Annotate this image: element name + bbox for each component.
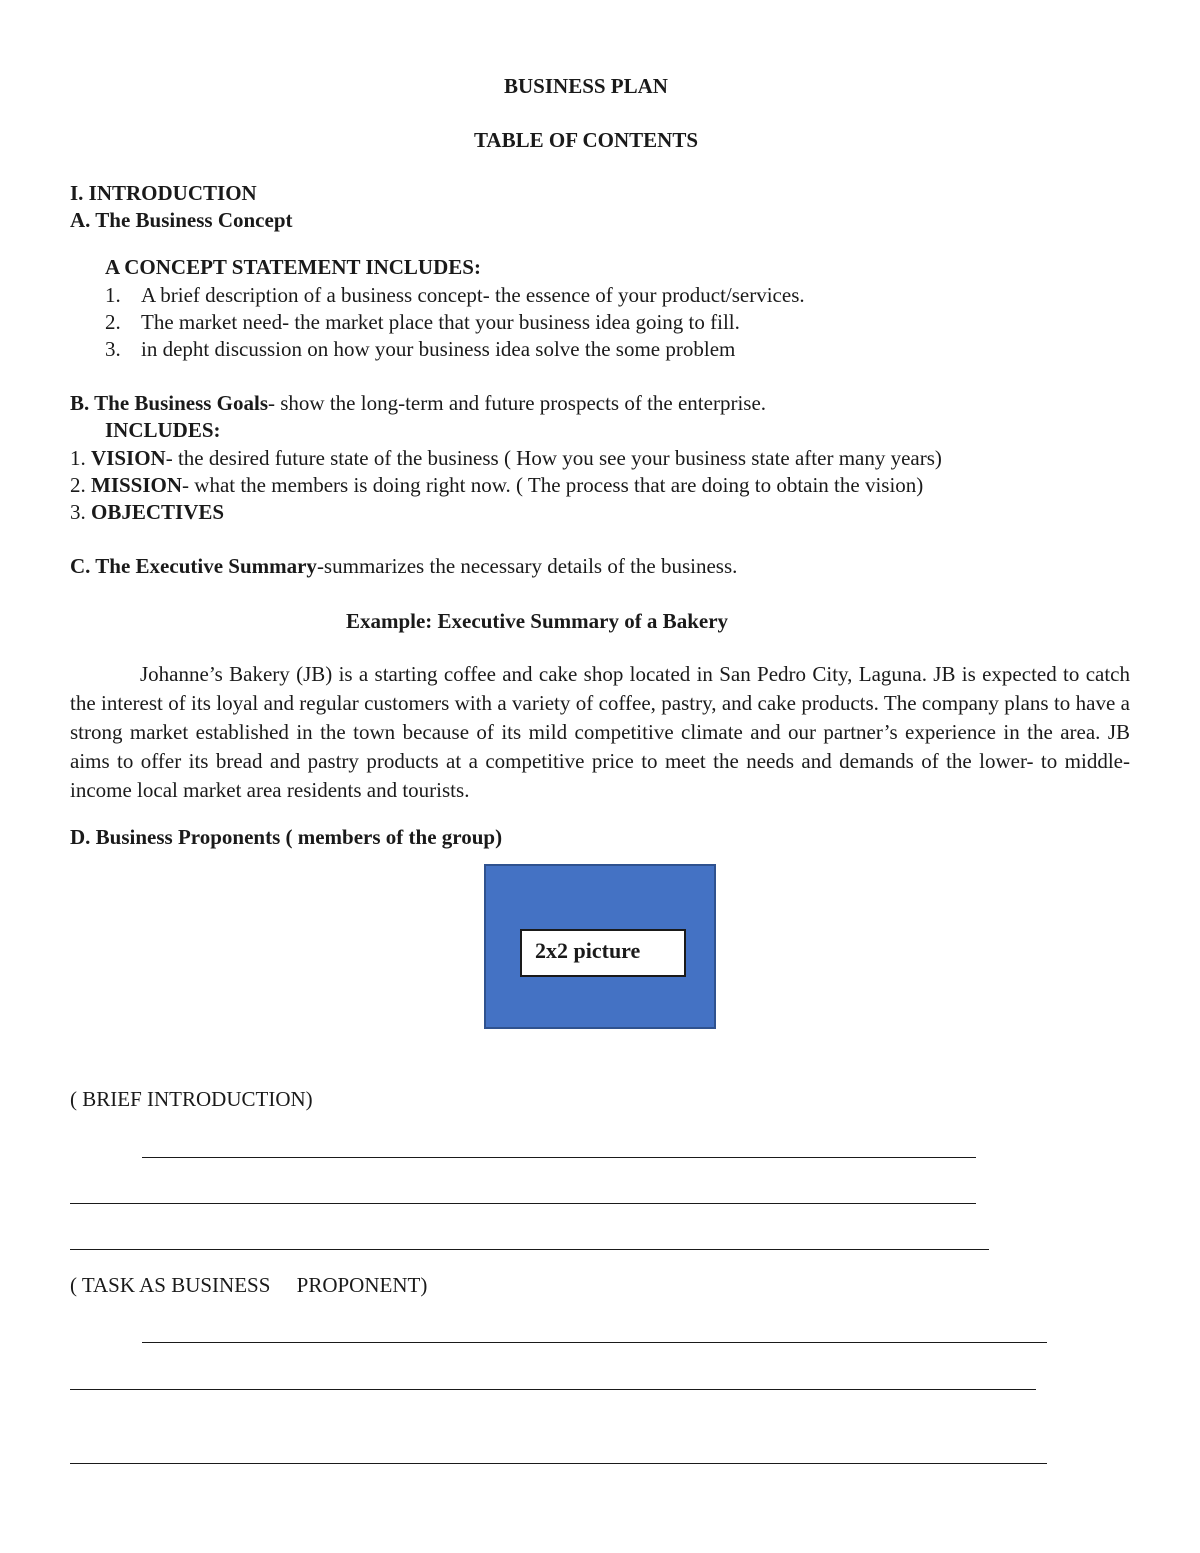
list-item-number: 1. (105, 283, 121, 307)
list-item-number: 1. (70, 446, 91, 470)
business-proponents-heading: D. Business Proponents ( members of the group) (70, 825, 503, 849)
executive-summary-heading: C. The Executive Summary (70, 554, 317, 578)
business-goals-heading: B. The Business Goals (70, 391, 269, 415)
list-item (105, 283, 805, 308)
executive-summary-line (70, 554, 737, 579)
goal-item-objectives (70, 500, 224, 525)
executive-summary-desc: -summarizes the necessary details of the business. (316, 554, 738, 578)
goal-term: MISSION (91, 473, 183, 497)
list-item-number: 2. (105, 310, 121, 334)
goal-text: - the desired future state of the business ( How you see your business state after many years) (165, 446, 942, 470)
task-label: ( TASK AS BUSINESS PROPONENT) (70, 1273, 428, 1297)
business-goals-line (70, 391, 766, 416)
brief-introduction-label: ( BRIEF INTRODUCTION) (70, 1087, 313, 1111)
blank-line (70, 1249, 989, 1250)
list-item-number: 2. (70, 473, 91, 497)
blank-line (70, 1203, 976, 1204)
blank-line (70, 1389, 1036, 1390)
goal-text: - what the members is doing right now. ( The process that are doing to obtain the vision) (182, 473, 924, 497)
blank-line (142, 1157, 976, 1158)
picture-label: 2x2 picture (520, 929, 686, 977)
list-item-number: 3. (105, 337, 121, 361)
blank-line (142, 1342, 1047, 1343)
list-item-number: 3. (70, 500, 91, 524)
goal-item-vision (70, 446, 942, 471)
goal-term: VISION (91, 446, 166, 470)
picture-placeholder (484, 864, 716, 1029)
example-paragraph-text: Johanne’s Bakery (JB) is a starting coffee and cake shop located in San Pedro City, Laguna. JB is expected to catch the interest of its loyal and regular customers with a variety of coffee, pastry, and cake products. The company plans to have a strong market established in the town because of its mild competitive climate and our partner’s experience in the area. JB aims to offer its bread and pastry products at a competitive price to meet the needs and demands of the lower- to middle-income local market area residents and tourists. (70, 662, 1130, 802)
table-of-contents-heading: TABLE OF CONTENTS (473, 128, 699, 152)
business-concept-heading: A. The Business Concept (70, 208, 293, 232)
includes-heading: INCLUDES: (105, 418, 221, 442)
business-goals-desc: - show the long-term and future prospects of the enterprise. (268, 391, 767, 415)
list-item (105, 337, 736, 362)
example-paragraph (70, 660, 1130, 805)
list-item-text: in depht discussion on how your business idea solve the some problem (141, 337, 736, 361)
goal-item-mission (70, 473, 923, 498)
list-item-text: The market need- the market place that your business idea going to fill. (141, 310, 740, 334)
list-item (105, 310, 740, 335)
list-item-text: A brief description of a business concept- the essence of your product/services. (141, 283, 805, 307)
concept-statement-heading: A CONCEPT STATEMENT INCLUDES: (105, 255, 481, 279)
goal-term: OBJECTIVES (91, 500, 225, 524)
blank-line (70, 1463, 1047, 1464)
document-title: BUSINESS PLAN (504, 74, 668, 98)
example-heading: Example: Executive Summary of a Bakery (345, 609, 729, 633)
introduction-heading: I. INTRODUCTION (70, 181, 257, 205)
